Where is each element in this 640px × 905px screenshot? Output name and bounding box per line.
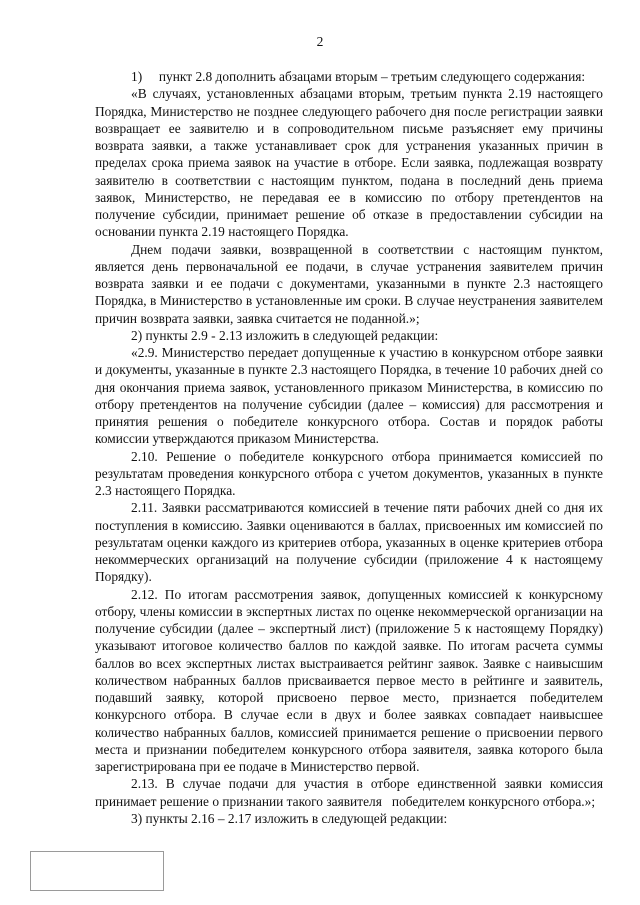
paragraph: 2.13. В случае подачи для участия в отборе единственной заявки комиссия принимает решение о признании такого заявителя победителем конкурсного отбора.»; [95,776,603,809]
document-body [95,68,603,827]
paragraph: 2.12. По итогам рассмотрения заявок, допущенных комиссией к конкурсному отбору, члены комиссии в экспертных листах по оценке некоммерческой организации на получение субсидии (далее – экспертный лист) (приложение 5 к настоящему Порядку) указывают итоговое количество баллов по каждой заявке. По итогам расчета суммы баллов во всех экспертных листах выстраивается рейтинг заявок. Заявке с наивысшим количеством набранных баллов присваивается первое место в рейтинге и заявитель, подавший заявку, которой присвоено первое место, признается победителем конкурсного отбора. В случае если в двух и более заявках совпадает наивысшее количество набранных баллов, комиссией принимается решение о присвоении первого места и признании победителем конкурсного отбора заявителя, заявка которого была зарегистрирована при ее подаче в Министерство первой. [95,586,603,774]
paragraph: 3) пункты 2.16 – 2.17 изложить в следующей редакции: [131,810,448,826]
paragraph: Днем подачи заявки, возвращенной в соответствии с настоящим пунктом, является день первоначальной ее подачи, в случае устранения заявителем причин возврата заявки и ее подачи с документами, указанными в пункте 2.3 настоящего Порядка, в Министерство в установленные им сроки. В случае неустранения заявителем причин возврата заявки, заявка считается не поданной.»; [95,241,603,326]
paragraph: 1) пункт 2.8 дополнить абзацами вторым – третьим следующего содержания: [131,69,586,84]
paragraph: 2.11. Заявки рассматриваются комиссией в течение пяти рабочих дней со дня их поступления в комиссию. Заявки оцениваются в баллах, присвоенных им комиссией по результатам оценки каждого из критериев отбора, указанных в оценке критериев отбора некоммерческих организаций на получение субсидии (приложение 4 к настоящему Порядку). [95,500,603,585]
paragraph: 2.10. Решение о победителе конкурсного отбора принимается комиссией по результатам проведения конкурсного отбора с учетом документов, указанных в пункте 2.3 настоящего Порядка. [95,448,603,498]
registration-stamp [30,851,164,891]
page-number: 2 [316,34,324,49]
paragraph: 2) пункты 2.9 - 2.13 изложить в следующей редакции: [131,327,439,343]
paragraph: «В случаях, установленных абзацами вторым, третьим пункта 2.19 настоящего Порядка, Министерство не позднее следующего рабочего дня после регистрации заявки возвращает ее заявителю и в сопроводительном письме разъясняет ему причины возврата заявки, а также устанавливает срок для устранения указанных причин в пределах срока приема заявок на участие в отборе. Если заявка, подлежащая возврату заявителю в соответствии с настоящим пунктом, подана в последний день приема заявок, Министерство, не передавая ее в комиссию по отбору претендентов на получение субсидии, принимает решение об отказе в предоставлении субсидии на основании пункта 2.19 настоящего Порядка. [95,86,603,240]
paragraph: «2.9. Министерство передает допущенные к участию в конкурсном отборе заявки и документы, указанные в пункте 2.3 настоящего Порядка, в течение 10 рабочих дней со дня окончания приема заявок, установленного приказом Министерства, в комиссию по отбору претендентов на получение субсидии (далее – комиссия) для рассмотрения и принятия решения о победителе конкурсного отбора. Состав и порядок работы комиссии утверждаются приказом Министерства. [95,345,603,447]
